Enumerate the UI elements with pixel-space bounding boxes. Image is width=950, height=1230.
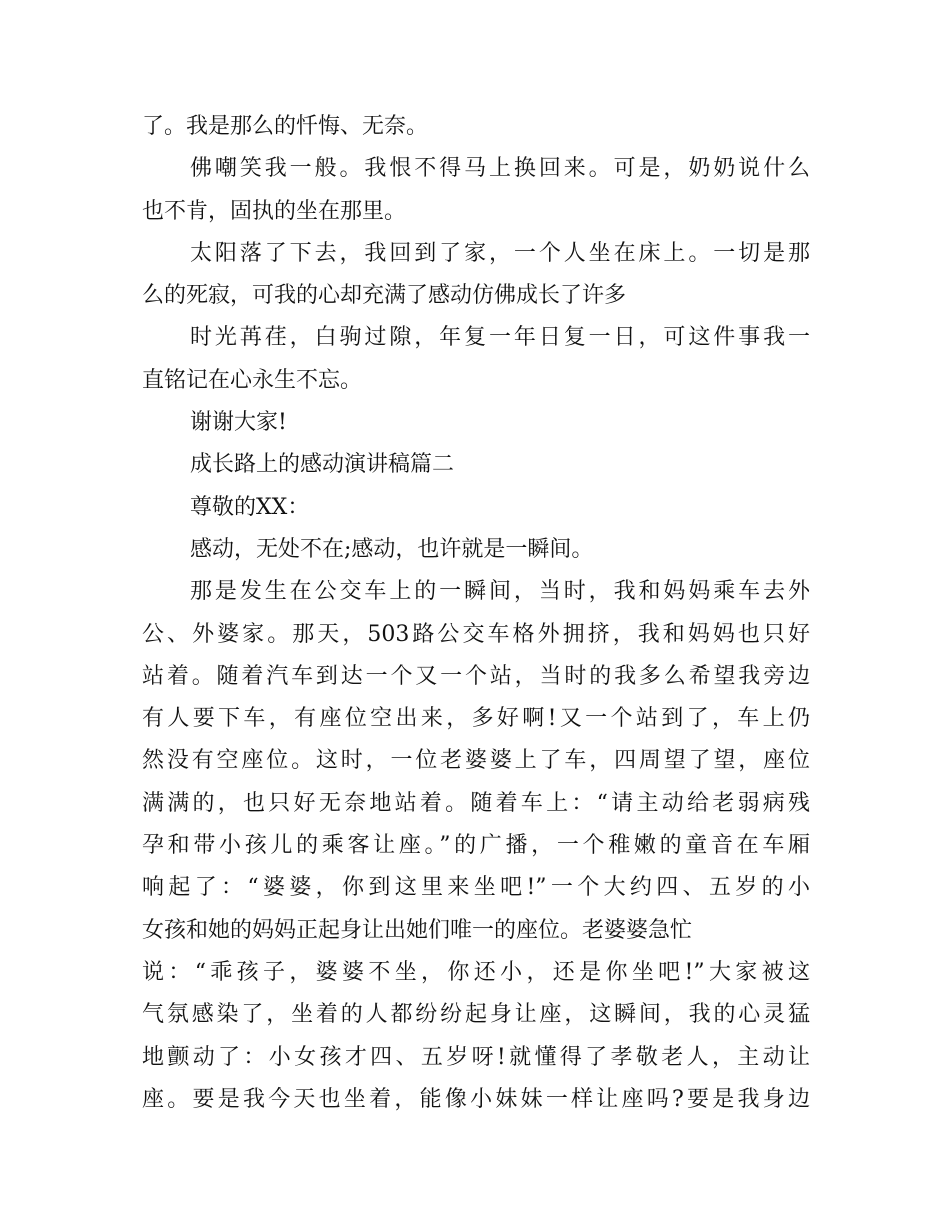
text-line: 响起了：“婆婆，你到这里来坐吧!”一个大约四、五岁的小 — [142, 875, 810, 901]
text-line: 佛嘲笑我一般。我恨不得马上换回来。可是，奶奶说什么 — [190, 156, 810, 182]
text-line: 女孩和她的妈妈正起身让出她们唯一的座位。老婆婆急忙 — [142, 917, 693, 943]
document-body — [142, 106, 810, 1121]
text-line: 么的死寂，可我的心却充满了感动仿佛成长了许多 — [142, 283, 627, 309]
text-line: 时光苒荏，白驹过隙，年复一年日复一日，可这件事我一 — [190, 325, 810, 351]
text-line: 满满的，也只好无奈地站着。随着车上：“请主动给老弱病残 — [142, 790, 810, 816]
text-line: 太阳落了下去，我回到了家，一个人坐在床上。一切是那 — [190, 240, 810, 266]
text-line: 也不肯，固执的坐在那里。 — [142, 198, 407, 224]
text-line: 气氛感染了，坐着的人都纷纷起身让座，这瞬间，我的心灵猛 — [142, 1002, 810, 1028]
text-line: 尊敬的XX： — [190, 494, 310, 520]
text-line: 成长路上的感动演讲稿篇二 — [190, 452, 455, 478]
text-line: 感动，无处不在;感动，也许就是一瞬间。 — [190, 536, 594, 562]
text-line: 站着。随着汽车到达一个又一个站，当时的我多么希望我旁边 — [142, 663, 810, 689]
text-line: 直铭记在心永生不忘。 — [142, 367, 363, 393]
text-line: 谢谢大家! — [190, 410, 287, 436]
text-line: 然没有空座位。这时，一位老婆婆上了车，四周望了望，座位 — [142, 748, 810, 774]
text-line: 说：“乖孩子，婆婆不坐，你还小，还是你坐吧!”大家被这 — [142, 959, 810, 985]
text-line: 有人要下车，有座位空出来，多好啊!又一个站到了，车上仍 — [142, 706, 810, 732]
text-line: 座。要是我今天也坐着，能像小妹妹一样让座吗?要是我身边 — [142, 1086, 810, 1112]
text-line: 地颤动了：小女孩才四、五岁呀!就懂得了孝敬老人，主动让 — [142, 1044, 810, 1070]
text-line: 公、外婆家。那天，503路公交车格外拥挤，我和妈妈也只好 — [142, 621, 810, 647]
text-line: 孕和带小孩儿的乘客让座。”的广播，一个稚嫩的童音在车厢 — [142, 833, 810, 859]
text-line: 那是发生在公交车上的一瞬间，当时，我和妈妈乘车去外 — [190, 579, 810, 605]
text-line: 了。我是那么的忏悔、无奈。 — [142, 114, 429, 139]
